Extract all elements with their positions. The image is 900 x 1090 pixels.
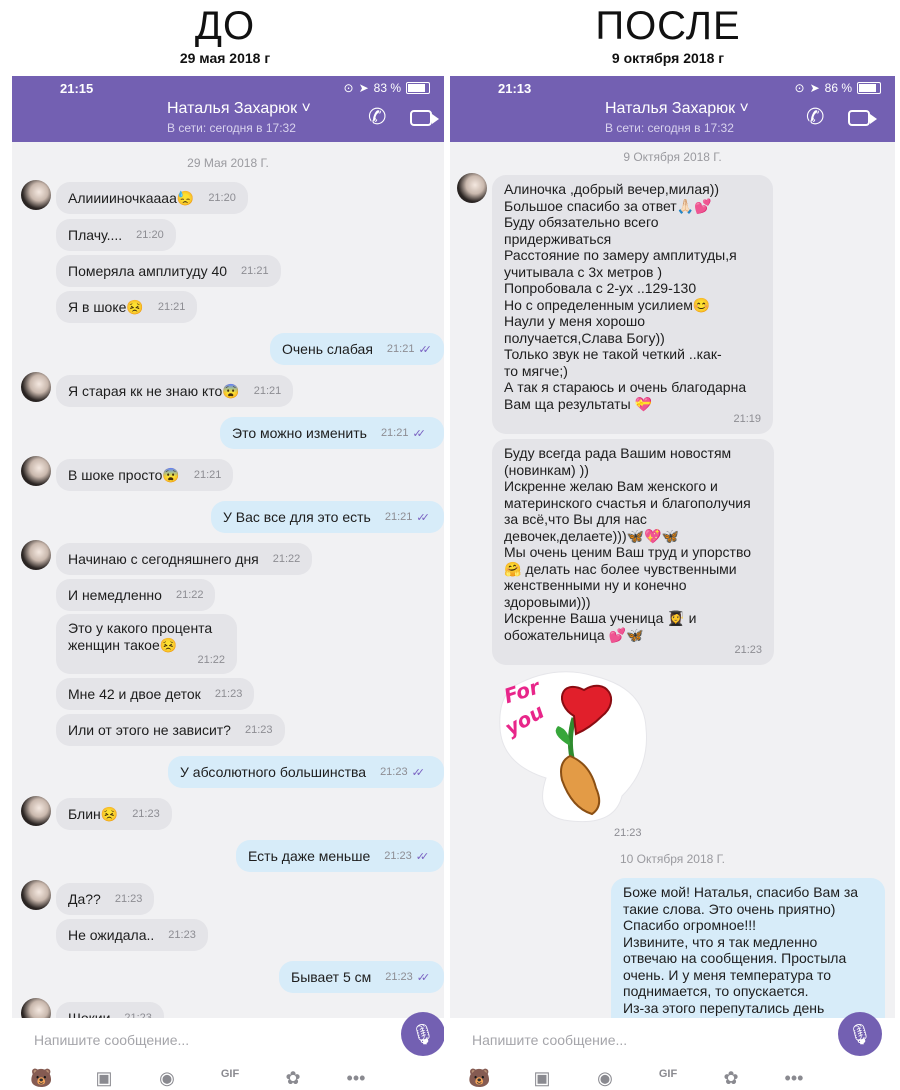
battery-icon [406,82,430,94]
right-chat-screenshot [450,76,895,1090]
message-in[interactable]: Не ожидала.. 21:23 [56,919,208,951]
read-checkmark-icon: ✓✓ [412,427,421,440]
message-out[interactable]: Боже мой! Наталья, спасибо Вам за такие слова. Это очень приятно) Спасибо огромное!!! Извините, что я так медленно отвечаю на сообщения. Простыла очень. И у меня температура то поднимается, то опускается. Из-за этого перепутались день [611,878,885,1038]
sticker-icon[interactable]: 🐻 [468,1068,491,1088]
message-in[interactable]: Или от этого не зависит? 21:23 [56,714,285,746]
message-in[interactable]: Мне 42 и двое деток 21:23 [56,678,254,710]
composer-toolbar [468,1068,805,1089]
message-out[interactable]: У абсолютного большинства 21:23 ✓✓ [168,756,444,788]
message-input[interactable]: Напишите сообщение... [472,1032,628,1048]
message-in[interactable]: Буду всегда рада Вашим новостям (новинкам) )) Искренне желаю Вам женского и материнского счастья и благополучия за всё,что Вы для нас девочек,делаете)))🦋💖🦋 Мы очень ценим Ваш труд и упорство 🤗 делать нас более чувственными женственными ну и конечно здоровыми))) Искренне Ваша ученица 👩‍🎓 и обожательница 💕🦋 21:23 [492,439,774,665]
battery-percent: 83 % [373,81,401,95]
message-out[interactable]: Бывает 5 см 21:23 ✓✓ [279,961,444,993]
message-out[interactable]: Очень слабая 21:21 ✓✓ [270,333,444,365]
sticker-text-for: For [501,674,543,709]
avatar[interactable] [21,880,51,910]
avatar[interactable] [457,173,487,203]
message-input[interactable]: Напишите сообщение... [34,1032,190,1048]
gallery-icon[interactable]: ▣ [533,1068,551,1088]
message-in[interactable]: Это у какого процента женщин такое😣 21:22 [56,614,237,674]
last-seen: В сети: сегодня в 17:32 [167,121,296,135]
message-in[interactable]: Блин😣 21:23 [56,798,172,830]
more-icon[interactable]: ••• [784,1068,804,1088]
contact-name[interactable]: Наталья Захарюк ˅ [167,100,311,117]
avatar[interactable] [21,540,51,570]
message-out[interactable]: Это можно изменить 21:21 ✓✓ [220,417,444,449]
after-date: 9 октября 2018 г [611,50,725,66]
left-chat-screenshot [12,76,444,1090]
day-separator: 29 Мая 2018 Г. [187,156,269,170]
message-in[interactable]: В шоке просто😨 21:21 [56,459,233,491]
gif-icon[interactable]: GIF [658,1068,678,1080]
message-composer [450,1018,895,1090]
avatar[interactable] [21,372,51,402]
day-separator: 9 Октября 2018 Г. [623,150,722,164]
message-in[interactable]: И немедленно 21:22 [56,579,215,611]
message-in[interactable]: Плачу.... 21:20 [56,219,176,251]
avatar[interactable] [21,180,51,210]
microphone-button[interactable] [838,1012,882,1056]
rotation-lock-icon: ⊙ [343,81,354,95]
read-checkmark-icon: ✓✓ [416,971,426,984]
microphone-icon: 🎙 [410,1023,436,1046]
phone-call-icon[interactable]: ✆ [368,104,387,129]
message-in[interactable]: Алиночка ,добрый вечер,милая)) Большое спасибо за ответ🙏🏻💕 Буду обязательно всего придерживаться Расстояние по замеру амплитуды,я учитывала с 3х метров ) Попробовала с 2-ух ..129-130 Но с определенным усилием😊 Наули у меня хорошо получается,Слава Богу)) Только звук не такой четкий ..как- то мягче;) А так я стараюсь и очень благодарна Вам ща результаты 💝 21:19 [492,175,773,434]
location-icon: ➤ [358,81,369,95]
for-you-heart-flower-sticker[interactable] [494,668,654,830]
contact-name[interactable]: Наталья Захарюк ˅ [605,100,749,117]
rotation-lock-icon: ⊙ [794,81,805,95]
after-title: ПОСЛЕ [595,4,741,48]
battery-percent: 86 % [824,81,852,95]
read-checkmark-icon: ✓✓ [418,343,427,356]
avatar[interactable] [21,456,51,486]
microphone-icon: 🎙 [847,1023,873,1046]
before-title: ДО [194,4,256,48]
message-out[interactable]: У Вас все для это есть 21:21 ✓✓ [211,501,444,533]
read-checkmark-icon: ✓✓ [415,850,425,863]
day-separator: 10 Октября 2018 Г. [619,852,726,866]
message-in[interactable]: Я старая кк не знаю кто😨 21:21 [56,375,293,407]
camera-icon[interactable]: ◉ [597,1068,613,1088]
status-indicators [344,81,430,95]
more-icon[interactable]: ••• [346,1068,366,1088]
location-icon: ➤ [809,81,820,95]
read-checkmark-icon: ✓✓ [411,766,421,779]
message-in[interactable]: Начинаю с сегодняшнего дня 21:22 [56,543,312,575]
doodle-icon[interactable]: ✿ [285,1068,301,1088]
before-date: 29 мая 2018 г [179,50,271,66]
chat-header [12,76,444,142]
sticker-text-you: you [500,699,549,741]
after-heading [443,4,893,66]
video-call-icon[interactable] [410,110,432,126]
gif-icon[interactable]: GIF [220,1068,240,1080]
status-time: 21:15 [60,81,94,96]
gallery-icon[interactable]: ▣ [95,1068,113,1088]
message-in[interactable]: Я в шоке😣 21:21 [56,291,197,323]
camera-icon[interactable]: ◉ [159,1068,175,1088]
message-in[interactable]: Алииииночкаааа😓 21:20 [56,182,248,214]
status-time: 21:13 [498,81,532,96]
avatar[interactable] [21,796,51,826]
message-in[interactable]: Померяла амплитуду 40 21:21 [56,255,281,287]
battery-icon [857,82,881,94]
composer-toolbar [30,1068,367,1089]
sticker-time: 21:23 [614,827,642,839]
video-call-icon[interactable] [848,110,870,126]
before-heading [0,4,450,66]
microphone-button[interactable] [401,1012,444,1056]
doodle-icon[interactable]: ✿ [723,1068,739,1088]
last-seen: В сети: сегодня в 17:32 [605,121,734,135]
phone-call-icon[interactable]: ✆ [806,104,825,129]
chat-header [450,76,895,142]
message-composer [12,1018,444,1090]
status-indicators [795,81,881,95]
sticker-icon[interactable]: 🐻 [30,1068,53,1088]
read-checkmark-icon: ✓✓ [416,511,425,524]
message-in[interactable]: Да?? 21:23 [56,883,154,915]
message-out[interactable]: Есть даже меньше 21:23 ✓✓ [236,840,444,872]
